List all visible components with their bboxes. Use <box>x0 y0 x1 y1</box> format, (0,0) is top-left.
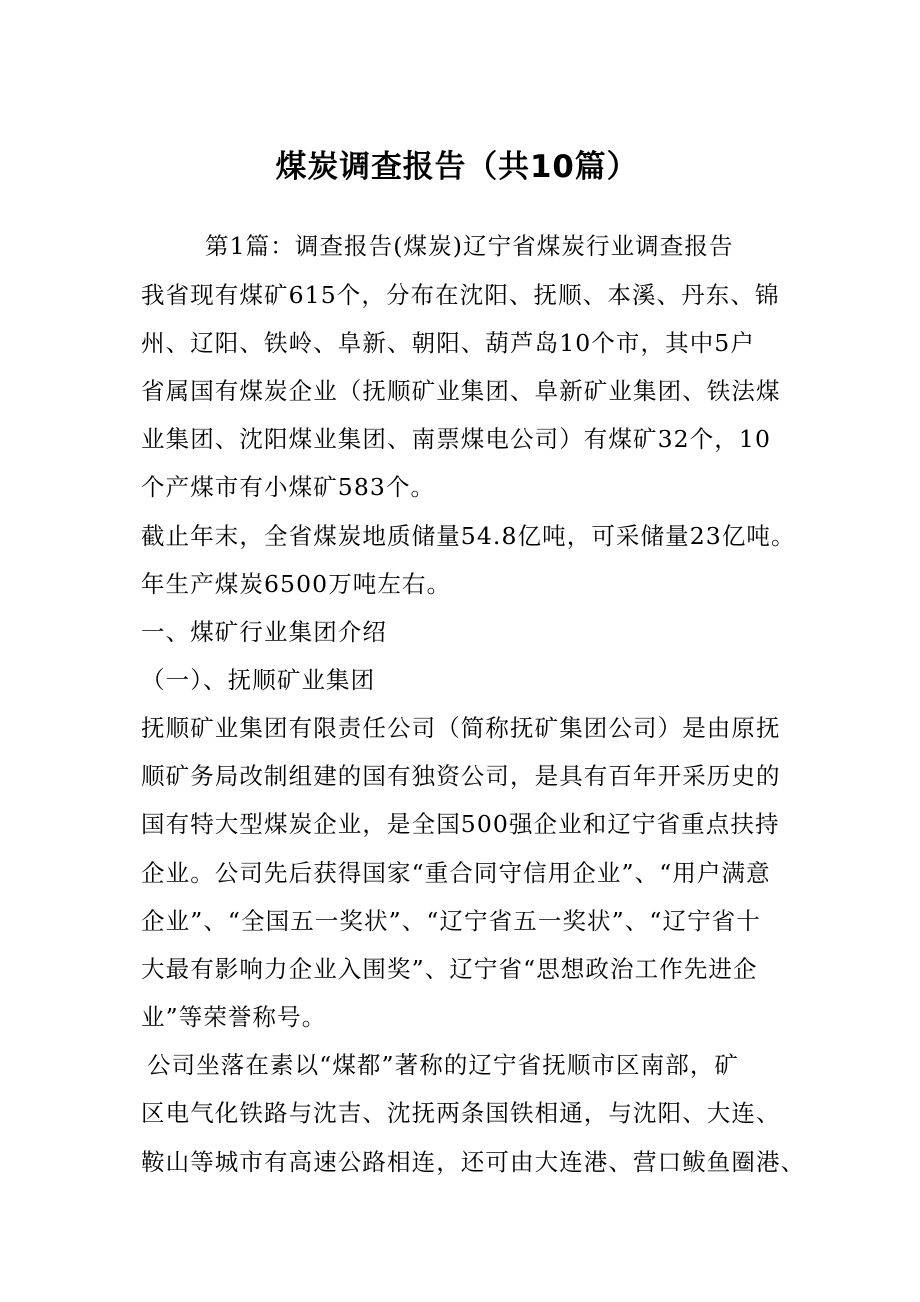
section-heading: 一、煤矿行业集团介绍 <box>141 618 387 646</box>
body-line: 鞍山等城市有高速公路相连，还可由大连港、营口鲅鱼圈港、 <box>141 1148 806 1176</box>
body-line: 个产煤市有小煤矿583个。 <box>141 473 436 501</box>
body-line: 截止年末，全省煤炭地质储量54.8亿吨，可采储量23亿吨。 <box>141 522 796 550</box>
document-title: 煤炭调查报告（共10篇） <box>275 149 639 185</box>
body-line: 企业”、“全国五一奖状”、“辽宁省五一奖状”、“辽宁省十 <box>141 907 761 935</box>
body-line: 业”等荣誉称号。 <box>141 1003 327 1031</box>
chapter-heading: 第1篇：调查报告(煤炭)辽宁省煤炭行业调查报告 <box>205 232 734 260</box>
body-line: 国有特大型煤炭企业，是全国500强企业和辽宁省重点扶持 <box>141 810 780 838</box>
body-line: 业集团、沈阳煤业集团、南票煤电公司）有煤矿32个，10 <box>141 425 772 453</box>
body-line: 公司坐落在素以“煤都”著称的辽宁省抚顺市区南部，矿 <box>147 1051 740 1079</box>
body-line: 年生产煤炭6500万吨左右。 <box>141 570 452 598</box>
body-line: 企业。公司先后获得国家“重合同守信用企业”、“用户满意 <box>141 859 771 887</box>
body-line: 顺矿务局改制组建的国有独资公司，是具有百年开采历史的 <box>141 762 781 790</box>
body-line: 州、辽阳、铁岭、阜新、朝阳、葫芦岛10个市，其中5户 <box>141 329 755 357</box>
body-line: 大最有影响力企业入围奖”、辽宁省“思想政治工作先进企 <box>141 955 758 983</box>
body-line: 抚顺矿业集团有限责任公司（简称抚矿集团公司）是由原抚 <box>141 714 781 742</box>
body-line: 区电气化铁路与沈吉、沈抚两条国铁相通，与沈阳、大连、 <box>141 1099 781 1127</box>
body-line: 我省现有煤矿615个，分布在沈阳、抚顺、本溪、丹东、锦 <box>141 281 780 309</box>
body-line: 省属国有煤炭企业（抚顺矿业集团、阜新矿业集团、铁法煤 <box>141 377 781 405</box>
subsection-heading: （一）、抚顺矿业集团 <box>141 666 376 694</box>
